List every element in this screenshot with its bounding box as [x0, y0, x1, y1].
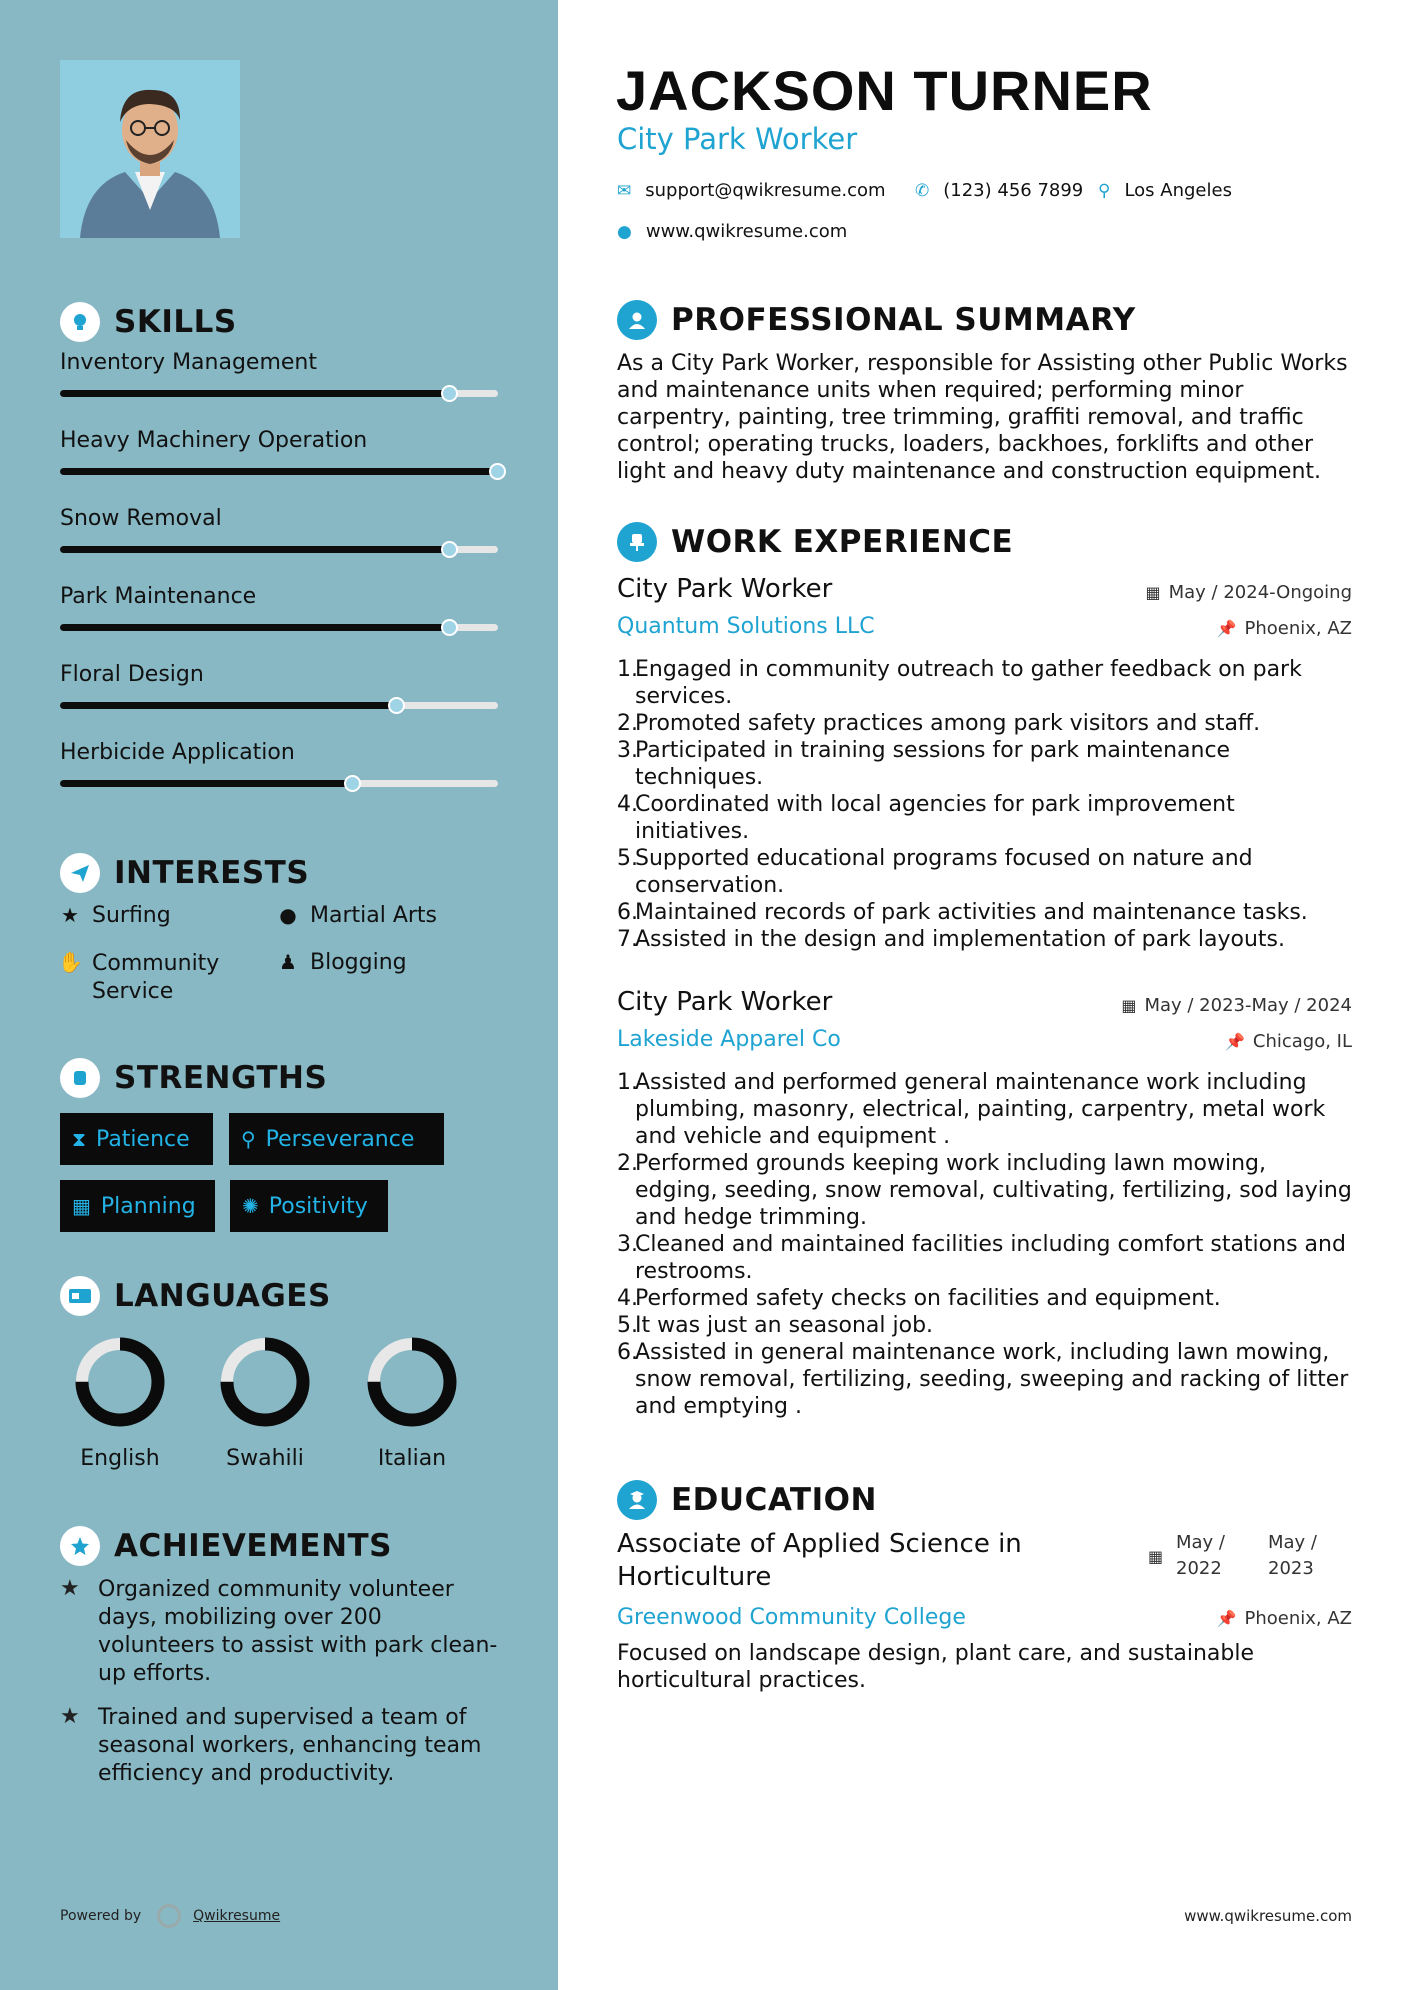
job-bullet: [617, 845, 1352, 899]
strength-badge: [60, 1180, 215, 1232]
job-bullet: [617, 1231, 1352, 1285]
summary-heading: [617, 300, 1136, 340]
skill-item: [60, 350, 500, 375]
skill-slider-knob: [441, 541, 458, 558]
skill-label: Inventory Management: [60, 350, 317, 375]
skill-slider-knob: [441, 619, 458, 636]
edu-location: [1217, 1608, 1352, 1629]
job-location: [1217, 618, 1352, 639]
skill-item: [60, 584, 500, 609]
achievement-text: Trained and supervised a team of seasonal workers, enhancing team efficiency and productivity.: [98, 1705, 482, 1786]
skill-label: Heavy Machinery Operation: [60, 428, 368, 453]
skill-label: Snow Removal: [60, 506, 222, 531]
summary-text: As a City Park Worker, responsible for Assisting other Public Works and maintenance units when required; performing minor carpentry, painting, tree trimming, graffiti removal, and traffic control; operating trucks, loaders, backhoes, forklifts and other light and heavy duty maintenance and construction equipment.: [617, 351, 1348, 484]
skill-bar: [60, 468, 498, 475]
skill-slider-knob: [441, 385, 458, 402]
globe-icon: ●: [617, 221, 632, 242]
interest-item: [276, 950, 407, 975]
language-ring: [362, 1332, 462, 1432]
language-item: [352, 1332, 472, 1471]
interest-item: [58, 903, 171, 928]
globe-icon: ●: [279, 903, 297, 927]
job-location-text: Phoenix, AZ: [1244, 618, 1352, 639]
bullet-text: Assisted and performed general maintenance work including plumbing, masonry, electrical, painting, carpentry, metal work and vehicle and equipment .: [635, 1070, 1326, 1149]
job-date: [1146, 582, 1353, 603]
bullet-text: Assisted in general maintenance work, including lawn mowing, snow removal, fertilizing, seeding, sweeping and racking of litter and emptying .: [635, 1340, 1349, 1419]
strength-label: Patience: [96, 1126, 190, 1152]
job-bullet: [617, 737, 1352, 791]
job-date: [1121, 995, 1352, 1016]
experience-title: WORK EXPERIENCE: [671, 524, 1014, 560]
bullet-number: 3.: [617, 738, 638, 763]
skill-label: Floral Design: [60, 662, 204, 687]
footer-url[interactable]: www.qwikresume.com: [1184, 1907, 1352, 1925]
strengths-title: STRENGTHS: [114, 1060, 328, 1096]
skill-item: [60, 662, 500, 687]
bullet-number: 1.: [617, 657, 638, 682]
job-bullet-list: [617, 1069, 1352, 1420]
language-ring: [70, 1332, 170, 1432]
job-bullet: [617, 926, 1352, 953]
edu-start-date: [1176, 1530, 1225, 1582]
paper-plane-icon: [60, 853, 100, 893]
skills-title: SKILLS: [114, 304, 237, 340]
bullet-text: Maintained records of park activities and maintenance tasks.: [635, 900, 1308, 925]
interests-heading: [60, 853, 309, 893]
school-name: Greenwood Community College: [617, 1605, 966, 1630]
skills-heading: [60, 302, 237, 342]
job-date-text: May / 2024-Ongoing: [1168, 582, 1352, 603]
calendar-icon: ▦: [1145, 583, 1161, 602]
strength-badge: [230, 1180, 388, 1232]
website-text: www.qwikresume.com: [645, 221, 848, 242]
bullet-number: 3.: [617, 1232, 638, 1257]
phone-icon: ✆: [915, 180, 930, 201]
edu-end-date: [1268, 1530, 1317, 1582]
language-card-icon: [60, 1276, 100, 1316]
bullet-number: 2.: [617, 711, 638, 736]
pin-icon: 📌: [1224, 1032, 1245, 1051]
pin-icon: 📌: [1216, 619, 1237, 638]
contact-location: [1098, 180, 1232, 201]
skill-bar-fill: [60, 468, 498, 475]
skill-slider-knob: [344, 775, 361, 792]
office-chair-icon: [617, 522, 657, 562]
bullet-number: 7.: [617, 927, 638, 952]
bullet-text: Coordinated with local agencies for park improvement initiatives.: [635, 792, 1235, 844]
skill-bar-fill: [60, 624, 450, 631]
bullet-number: 5.: [617, 1313, 638, 1338]
skill-bar-fill: [60, 546, 450, 553]
bullet-text: Assisted in the design and implementation of park layouts.: [635, 927, 1285, 952]
hand-icon: ✋: [58, 950, 83, 974]
skill-label: Herbicide Application: [60, 740, 295, 765]
skill-bar: [60, 390, 498, 397]
hourglass-icon: ⧗: [72, 1127, 87, 1151]
bullet-number: 6.: [617, 1340, 638, 1365]
bullet-number: 6.: [617, 900, 638, 925]
bullet-text: Cleaned and maintained facilities including comfort stations and restrooms.: [635, 1232, 1346, 1284]
bullet-number: 5.: [617, 846, 638, 871]
bullet-text: It was just an seasonal job.: [635, 1313, 934, 1338]
edu-location-text: Phoenix, AZ: [1244, 1608, 1352, 1629]
contact-phone[interactable]: [915, 180, 1083, 201]
language-label: Swahili: [226, 1446, 304, 1471]
job-bullet: [617, 1312, 1352, 1339]
edu-description: Focused on landscape design, plant care, and sustainable horticultural practices.: [617, 1641, 1255, 1693]
job-bullet: [617, 1150, 1352, 1231]
edu-start-month: May /: [1176, 1532, 1225, 1553]
contact-website[interactable]: [617, 221, 847, 242]
bullet-text: Participated in training sessions for park maintenance techniques.: [635, 738, 1231, 790]
language-label: Italian: [377, 1446, 447, 1471]
job-location: [1225, 1031, 1352, 1052]
language-label: English: [80, 1446, 160, 1471]
calendar-icon: ▦: [1121, 996, 1137, 1015]
shooting-star-icon: ★: [60, 1576, 80, 1601]
sidebar: [0, 0, 558, 1990]
qwikresume-logo-icon: [157, 1904, 181, 1928]
strength-badge: [60, 1113, 213, 1165]
skill-bar: [60, 702, 498, 709]
star-badge-icon: [60, 1526, 100, 1566]
user-icon: [617, 300, 657, 340]
edu-end-year: 2023: [1268, 1558, 1314, 1579]
skill-bar: [60, 546, 498, 553]
skill-bar-fill: [60, 702, 397, 709]
achievement-item: [60, 1704, 500, 1788]
interest-label: Surfing: [92, 903, 171, 928]
bullet-number: 2.: [617, 1151, 638, 1176]
bullet-text: Engaged in community outreach to gather feedback on park services.: [635, 657, 1302, 709]
candidate-role: City Park Worker: [617, 122, 858, 156]
skill-label: Park Maintenance: [60, 584, 257, 609]
job-location-text: Chicago, IL: [1252, 1031, 1352, 1052]
bullet-number: 4.: [617, 792, 638, 817]
experience-heading: [617, 522, 1013, 562]
location-text: Los Angeles: [1124, 180, 1232, 201]
edu-end-month: May /: [1268, 1532, 1317, 1553]
bullet-text: Supported educational programs focused on nature and conservation.: [635, 846, 1253, 898]
strengths-heading: [60, 1058, 327, 1098]
job-bullet: [617, 1285, 1352, 1312]
interest-item: [276, 903, 437, 928]
education-title: EDUCATION: [671, 1482, 877, 1518]
phone-text: (123) 456 7899: [943, 180, 1084, 201]
job-title: City Park Worker: [617, 574, 833, 604]
envelope-icon: ✉: [617, 180, 632, 201]
education-heading: [617, 1480, 877, 1520]
achievement-item: [60, 1576, 500, 1688]
star-icon: ★: [61, 903, 79, 927]
job-title: City Park Worker: [617, 987, 833, 1017]
achievements-title: ACHIEVEMENTS: [114, 1528, 393, 1564]
strength-label: Planning: [100, 1193, 196, 1219]
bullet-number: 1.: [617, 1070, 638, 1095]
languages-heading: [60, 1276, 331, 1316]
contact-email[interactable]: [617, 180, 886, 201]
candidate-name: JACKSON TURNER: [616, 59, 1153, 122]
job-date-text: May / 2023-May / 2024: [1144, 995, 1352, 1016]
language-item: [60, 1332, 180, 1471]
degree-title: Associate of Applied Science in Horticulture: [617, 1529, 1022, 1592]
job-company: Quantum Solutions LLC: [617, 614, 875, 639]
job-bullet-list: [617, 656, 1352, 953]
skill-slider-knob: [388, 697, 405, 714]
skill-bar: [60, 780, 498, 787]
interest-item: [58, 950, 242, 1006]
bullet-number: 4.: [617, 1286, 638, 1311]
strength-label: Perseverance: [265, 1126, 415, 1152]
shooting-star-icon: ★: [60, 1704, 80, 1729]
graduate-icon: [617, 1480, 657, 1520]
calendar-icon: ▦: [72, 1194, 91, 1218]
binoculars-icon: ⚲: [241, 1127, 256, 1151]
brand-link[interactable]: Qwikresume: [193, 1908, 281, 1924]
job-company: Lakeside Apparel Co: [617, 1027, 841, 1052]
main-content: [558, 0, 1407, 1990]
achievements-heading: [60, 1526, 392, 1566]
interests-title: INTERESTS: [114, 855, 310, 891]
calendar-icon: ▦: [1148, 1547, 1164, 1566]
edu-start-year: 2022: [1176, 1558, 1222, 1579]
skill-slider-knob: [489, 463, 506, 480]
interest-label: Community Service: [92, 951, 220, 1004]
skill-bar: [60, 624, 498, 631]
lightbulb-icon: [60, 302, 100, 342]
interest-label: Blogging: [310, 950, 407, 975]
powered-by-label: Powered by: [60, 1908, 142, 1924]
skill-bar-fill: [60, 390, 450, 397]
interest-label: Martial Arts: [310, 903, 438, 928]
languages-title: LANGUAGES: [114, 1278, 331, 1314]
powered-by: [60, 1904, 280, 1928]
pin-icon: 📌: [1216, 1609, 1237, 1628]
skill-item: [60, 506, 500, 531]
sun-icon: ✺: [242, 1194, 259, 1218]
language-ring: [215, 1332, 315, 1432]
job-bullet: [617, 710, 1352, 737]
job-bullet: [617, 1069, 1352, 1150]
email-text: support@qwikresume.com: [645, 180, 886, 201]
job-bullet: [617, 791, 1352, 845]
users-icon: ♟: [279, 950, 297, 974]
bullet-text: Promoted safety practices among park visitors and staff.: [635, 711, 1261, 736]
bullet-text: Performed grounds keeping work including lawn mowing, edging, seeding, snow removal, cultivating, fertilizing, sod laying and hedge trimming.: [635, 1151, 1352, 1230]
map-pin-icon: ⚲: [1098, 180, 1111, 201]
summary-title: PROFESSIONAL SUMMARY: [671, 302, 1136, 338]
skill-item: [60, 428, 500, 453]
bullet-text: Performed safety checks on facilities and equipment.: [635, 1286, 1221, 1311]
fist-icon: [60, 1058, 100, 1098]
skill-item: [60, 740, 500, 765]
language-item: [205, 1332, 325, 1471]
achievement-text: Organized community volunteer days, mobilizing over 200 volunteers to assist with park clean-up efforts.: [98, 1577, 498, 1686]
strength-label: Positivity: [268, 1193, 368, 1219]
job-bullet: [617, 656, 1352, 710]
job-bullet: [617, 1339, 1352, 1420]
strength-badge: [229, 1113, 444, 1165]
job-bullet: [617, 899, 1352, 926]
skill-bar-fill: [60, 780, 353, 787]
profile-photo: [60, 60, 240, 238]
